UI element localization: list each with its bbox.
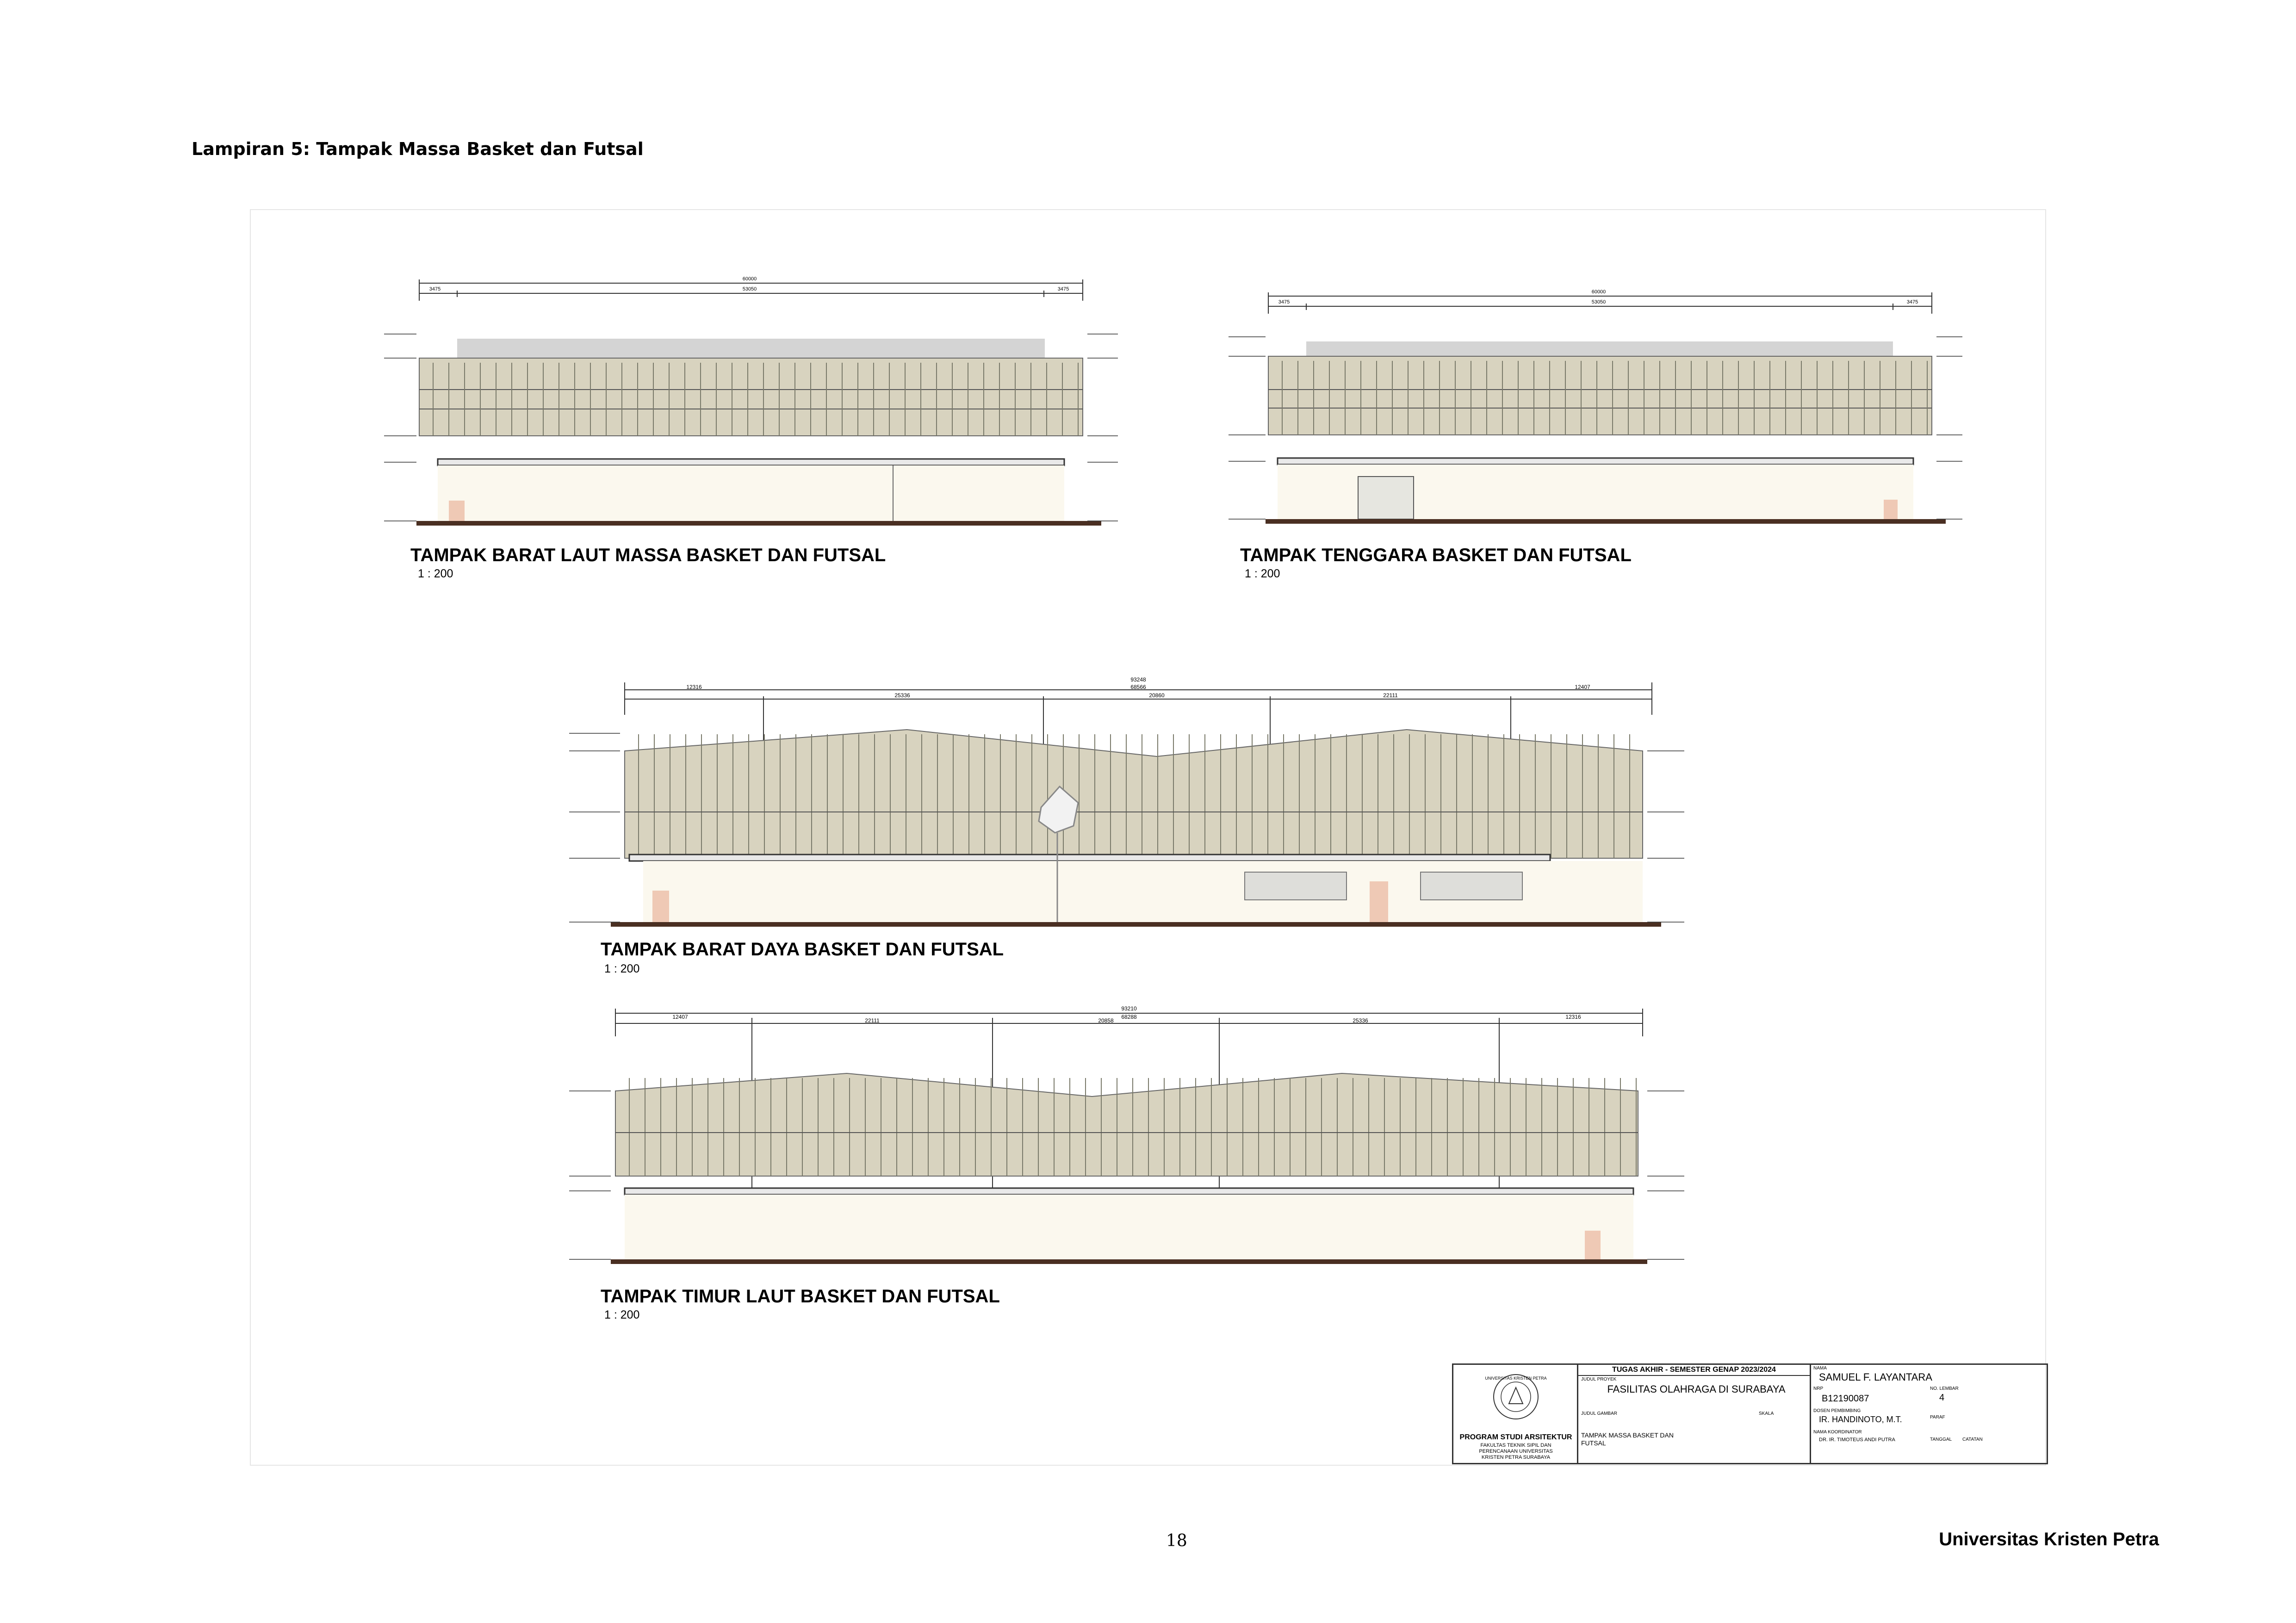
elevation-timur-laut	[565, 1004, 1721, 1272]
dim-total: 60000	[1591, 289, 1606, 295]
dim-right: 3475	[1057, 286, 1069, 292]
tb-mentor: IR. HANDINOTO, M.T.	[1819, 1415, 1902, 1424]
dim-d: 25336	[1353, 1017, 1368, 1024]
dim-total: 93248	[1130, 676, 1146, 683]
elevation-timur-laut-drawing	[565, 1004, 1721, 1272]
dim-d: 22111	[1383, 692, 1398, 699]
tb-student-name: SAMUEL F. LAYANTARA	[1819, 1371, 1932, 1383]
tb-program: PROGRAM STUDI ARSITEKTUR	[1459, 1433, 1572, 1441]
elevation-scale-barat-daya: 1 : 200	[604, 962, 640, 975]
dim-b: 22111	[865, 1017, 880, 1024]
tb-sheet-no: 4	[1939, 1393, 1945, 1403]
tb-koordinator-label: NAMA KOORDINATOR	[1813, 1430, 1862, 1435]
elevation-title-tenggara: TAMPAK TENGGARA BASKET DAN FUTSAL	[1240, 545, 1632, 565]
tb-institution: FAKULTAS TEKNIK SIPIL DAN PERENCANAAN UNIVERSITAS KRISTEN PETRA SURABAYA	[1479, 1443, 1553, 1460]
dim-c: 20858	[1098, 1017, 1114, 1024]
dim-b: 25336	[894, 692, 910, 699]
tb-paraf-label: PARAF	[1930, 1415, 1945, 1420]
dim-mid: 53050	[742, 286, 757, 292]
tb-skala-label: SKALA	[1759, 1411, 1774, 1416]
tb-logo-cell	[1453, 1365, 1578, 1463]
elevation-scale-barat-laut: 1 : 200	[418, 567, 453, 580]
dim-right: 3475	[1906, 299, 1918, 305]
elevation-tenggara-drawing	[1224, 287, 1964, 541]
logo-text: UNIVERSITAS KRISTEN PETRA	[1485, 1376, 1547, 1381]
dim-e: 12316	[1565, 1014, 1581, 1020]
dim-left: 3475	[1278, 299, 1290, 305]
tb-project: FASILITAS OLAHRAGA DI SURABAYA	[1607, 1383, 1786, 1395]
university-logo	[1485, 1371, 1547, 1422]
tb-nrp: B12190087	[1822, 1394, 1869, 1404]
elevation-tenggara	[1224, 287, 1964, 541]
elevation-title-timur-laut: TAMPAK TIMUR LAUT BASKET DAN FUTSAL	[601, 1286, 1000, 1307]
tb-sheet-label: NO. LEMBAR	[1930, 1386, 1959, 1391]
tb-drawing-title: TAMPAK MASSA BASKET DAN FUTSAL	[1581, 1431, 1674, 1447]
page-number: 18	[1166, 1531, 1187, 1550]
elevation-barat-daya	[565, 673, 1721, 932]
elevation-title-barat-daya: TAMPAK BARAT DAYA BASKET DAN FUTSAL	[601, 939, 1004, 960]
tb-mentor-label: DOSEN PEMBIMBING	[1813, 1408, 1861, 1413]
dim-total: 93210	[1121, 1005, 1137, 1012]
tb-catatan-label: CATATAN	[1962, 1437, 1983, 1442]
elevation-barat-laut	[379, 274, 1120, 538]
tb-gambar-label: JUDUL GAMBAR	[1581, 1411, 1617, 1416]
dim-total: 60000	[742, 276, 757, 282]
title-block	[1452, 1363, 2048, 1464]
dim-sub: 68566	[1130, 684, 1146, 690]
dim-left: 3475	[429, 286, 441, 292]
tb-divider	[1810, 1365, 1811, 1463]
tb-header: TUGAS AKHIR - SEMESTER GENAP 2023/2024	[1578, 1365, 1810, 1376]
footer-university: Universitas Kristen Petra	[1939, 1529, 2159, 1549]
dim-a: 12407	[672, 1014, 688, 1020]
tb-tanggal-label: TANGGAL	[1930, 1437, 1952, 1442]
tb-koordinator: DR. IR. TIMOTEUS ANDI PUTRA	[1819, 1437, 1895, 1443]
dim-sub: 68288	[1121, 1014, 1137, 1020]
dim-c: 20860	[1149, 692, 1165, 699]
page-heading: Lampiran 5: Tampak Massa Basket dan Futsal	[192, 139, 644, 159]
tb-nrp-label: NRP	[1813, 1386, 1824, 1391]
elevation-barat-daya-drawing	[565, 673, 1721, 932]
tb-judul-label: JUDUL PROYEK	[1581, 1377, 1617, 1382]
tb-student-label: NAMA	[1813, 1366, 1827, 1371]
elevation-title-barat-laut: TAMPAK BARAT LAUT MASSA BASKET DAN FUTSAL	[410, 545, 886, 565]
elevation-scale-tenggara: 1 : 200	[1245, 567, 1280, 580]
elevation-barat-laut-drawing	[379, 274, 1120, 538]
dim-a: 12316	[686, 684, 702, 690]
elevation-scale-timur-laut: 1 : 200	[604, 1308, 640, 1321]
dim-e: 12407	[1575, 684, 1590, 690]
dim-mid: 53050	[1591, 299, 1606, 305]
